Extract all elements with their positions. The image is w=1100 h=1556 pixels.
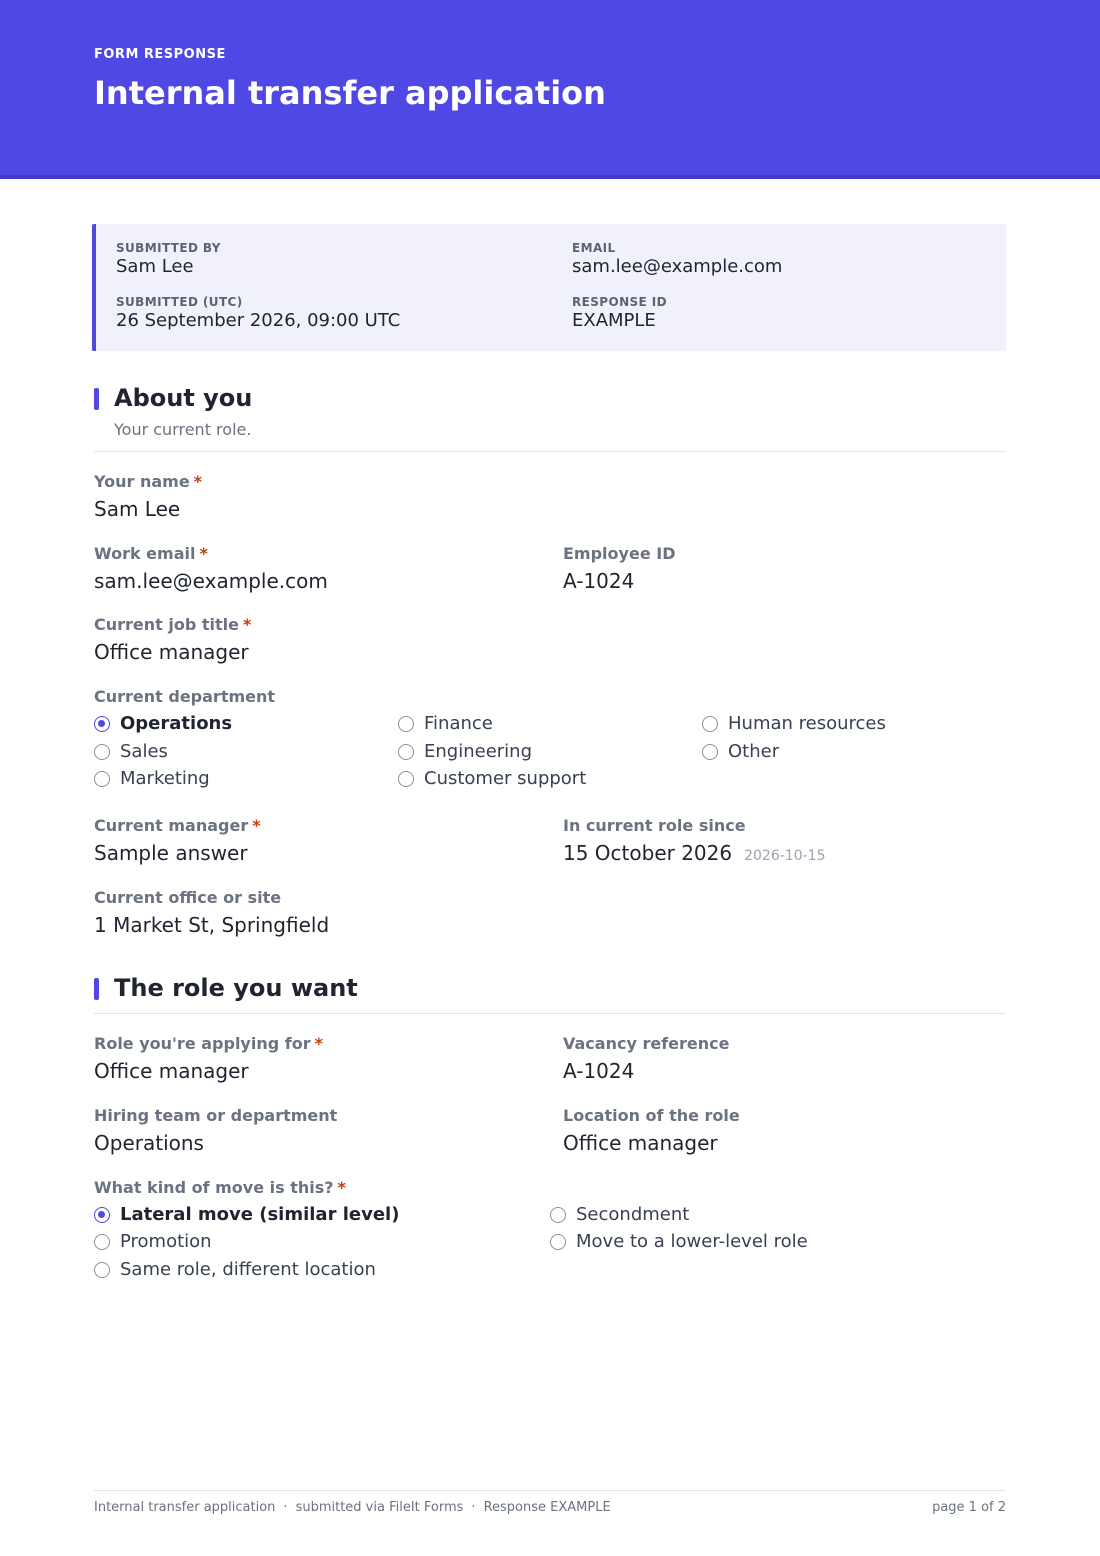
radio-option [550,1204,689,1225]
option-label: Engineering [424,741,532,762]
radio-option [550,1231,808,1252]
option-label: Sales [120,741,168,762]
radio-option [702,713,886,734]
field-label: Role you're applying for [94,1034,311,1053]
footer-separator: · [471,1500,476,1515]
radio-empty-icon [550,1234,566,1250]
option-label: Marketing [120,768,210,789]
response-id-label: RESPONSE ID [572,295,667,309]
field-your-name [94,472,202,521]
submitted-by [116,241,221,277]
field-label: Current department [94,687,276,706]
radio-option [94,1204,399,1225]
radio-empty-icon [702,716,718,732]
option-label: Operations [120,713,233,734]
field-value: Sample answer [94,841,248,865]
field-value: Operations [94,1131,204,1155]
submitted-at [116,295,400,331]
response-id-value: EXAMPLE [572,310,656,331]
required-mark: * [243,615,252,634]
field-label: In current role since [563,816,746,835]
required-mark: * [193,472,203,491]
form-header [0,0,1100,179]
radio-empty-icon [398,716,414,732]
field-label: Your name [94,472,190,491]
email-value: sam.lee@example.com [572,256,783,277]
field-value: 15 October 2026 [563,841,733,865]
submitter-email [572,241,782,277]
option-label: Move to a lower-level role [576,1231,808,1252]
radio-empty-icon [550,1207,566,1223]
email-label: EMAIL [572,241,616,255]
field-value: A-1024 [563,569,635,593]
field-role-location [563,1106,740,1155]
response-id [572,295,667,331]
radio-option [398,713,493,734]
field-value: Office manager [563,1131,718,1155]
field-label: Current office or site [94,888,282,907]
field-label: Current job title [94,615,239,634]
field-value: Office manager [94,640,249,664]
option-label: Same role, different location [120,1259,376,1280]
footer-response: Response EXAMPLE [483,1500,611,1515]
section-role-you-want [94,974,1006,1014]
section-accent-bar [94,388,99,410]
section-title: The role you want [114,974,358,1002]
submitted-at-value: 26 September 2026, 09:00 UTC [116,310,401,331]
page-footer [94,1490,1006,1515]
radio-empty-icon [94,1234,110,1250]
section-about-you [94,384,1006,452]
field-label: Vacancy reference [563,1034,730,1053]
submitted-by-value: Sam Lee [116,256,194,277]
field-current-manager [94,816,261,865]
field-value: 1 Market St, Springfield [94,913,330,937]
radio-empty-icon [94,744,110,760]
footer-separator: · [283,1500,288,1515]
field-value: sam.lee@example.com [94,569,328,593]
option-label: Other [728,741,780,762]
radio-selected-icon [94,716,110,732]
option-label: Lateral move (similar level) [120,1204,400,1225]
field-current-job-title [94,615,251,664]
submitted-by-label: SUBMITTED BY [116,241,221,255]
required-mark: * [199,544,208,563]
field-vacancy-reference [563,1034,729,1083]
required-mark: * [252,816,261,835]
field-employee-id [563,544,675,593]
field-label: What kind of move is this? [94,1178,334,1197]
option-label: Finance [424,713,493,734]
field-value: A-1024 [563,1059,635,1083]
iso-date: 2026-10-15 [744,848,826,864]
radio-option [94,1259,376,1280]
radio-option [94,1231,212,1252]
footer-info [94,1500,611,1515]
footer-form-name: Internal transfer application [94,1500,276,1515]
option-label: Promotion [120,1231,212,1252]
field-move-kind [94,1178,346,1197]
radio-option [398,768,586,789]
section-accent-bar [94,978,99,1000]
header-eyebrow: FORM RESPONSE [94,47,226,62]
option-label: Human resources [728,713,886,734]
field-label: Work email [94,544,196,563]
submitted-at-label: SUBMITTED (UTC) [116,295,243,309]
field-label: Hiring team or department [94,1106,338,1125]
radio-empty-icon [94,1262,110,1278]
field-role-since [563,816,825,865]
form-title: Internal transfer application [94,74,606,112]
radio-option [94,741,168,762]
radio-option [94,768,210,789]
section-description: Your current role. [114,420,252,439]
submission-meta-panel [92,224,1006,351]
radio-option [702,741,779,762]
field-label: Location of the role [563,1106,740,1125]
field-hiring-team [94,1106,337,1155]
required-mark: * [337,1178,346,1197]
field-current-office [94,888,329,937]
field-label: Current manager [94,816,249,835]
option-label: Secondment [576,1204,690,1225]
radio-empty-icon [94,771,110,787]
footer-via: submitted via FileIt Forms [295,1500,464,1515]
field-value: Sam Lee [94,497,181,521]
field-work-email [94,544,328,593]
section-title: About you [114,384,253,412]
field-label: Employee ID [563,544,676,563]
radio-empty-icon [398,744,414,760]
required-mark: * [314,1034,323,1053]
radio-selected-icon [94,1207,110,1223]
radio-option [398,741,532,762]
page-number: page 1 of 2 [932,1500,1006,1515]
radio-option [94,713,232,734]
field-applying-role [94,1034,323,1083]
field-current-department [94,687,275,706]
field-value: Office manager [94,1059,249,1083]
radio-empty-icon [398,771,414,787]
option-label: Customer support [424,768,587,789]
radio-empty-icon [702,744,718,760]
